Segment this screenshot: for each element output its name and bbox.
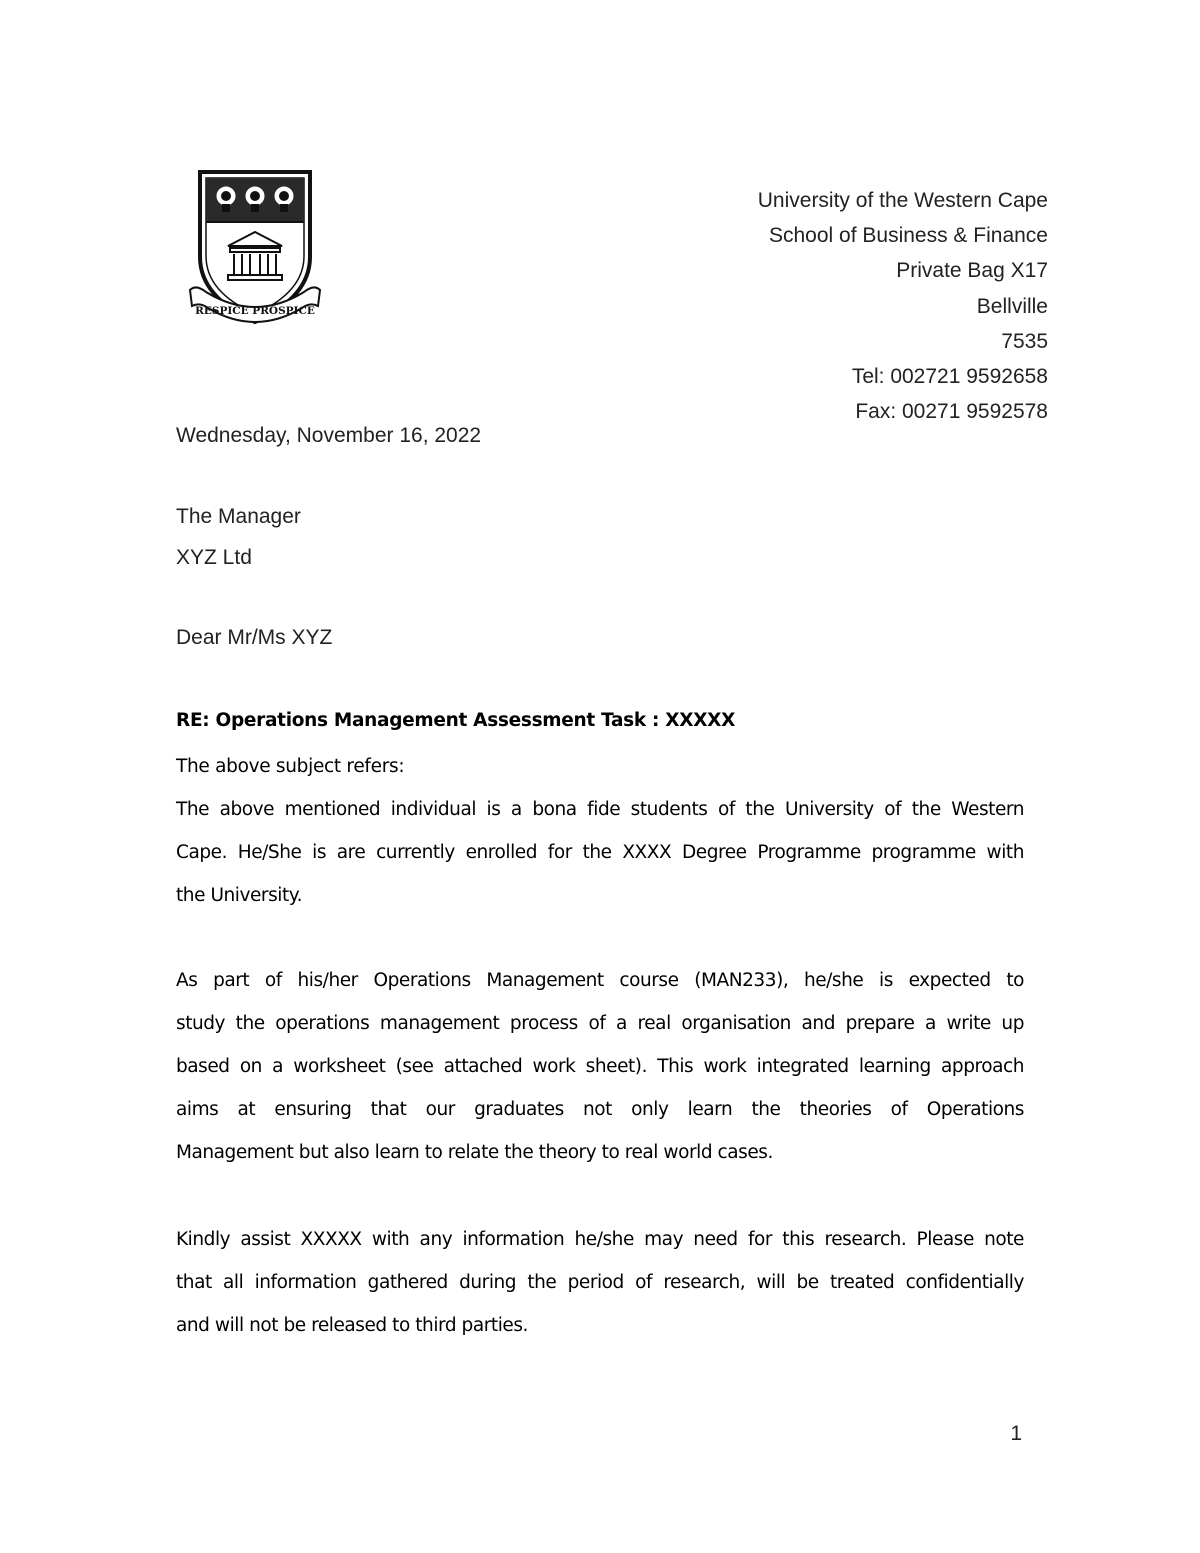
paragraph-line: As part of his/her Operations Management course (MAN233), he/she is expected to <box>176 970 1024 991</box>
page-number: 1 <box>1010 1422 1022 1445</box>
paragraph-1 <box>176 788 1024 917</box>
address-line: 7535 <box>1001 329 1048 353</box>
letter-date: Wednesday, November 16, 2022 <box>176 424 482 447</box>
paragraph-line: Cape. He/She is are currently enrolled for the XXXX Degree Programme programme with <box>176 842 1024 863</box>
address-line: Tel: 002721 9592658 <box>851 364 1048 388</box>
crest-motto-text: RESPICE PROSPICE <box>195 305 315 317</box>
university-crest-logo <box>176 162 331 342</box>
address-line: Private Bag X17 <box>896 259 1048 283</box>
sender-address <box>758 183 1048 429</box>
address-line: School of Business & Finance <box>769 224 1048 248</box>
salutation: Dear Mr/Ms XYZ <box>176 626 333 649</box>
paragraph-line: that all information gathered during the period of research, will be treated confidentially <box>176 1272 1024 1293</box>
address-line: Fax: 00271 9592578 <box>855 400 1048 424</box>
paragraph-line: The above mentioned individual is a bona fide students of the University of the Western <box>176 799 1024 820</box>
address-line: University of the Western Cape <box>757 189 1048 212</box>
paragraph-2 <box>176 959 1024 1174</box>
intro-paragraph <box>176 745 1024 788</box>
address-line: Bellville <box>976 294 1048 318</box>
recipient-title: The Manager <box>176 505 301 528</box>
subject-line: RE: Operations Management Assessment Task : XXXXX <box>176 710 736 731</box>
paragraph-line: study the operations management process of a real organisation and prepare a write up <box>176 1013 1024 1034</box>
paragraph-line: aims at ensuring that our graduates not only learn the theories of Operations <box>176 1099 1024 1120</box>
paragraph-line: the University. <box>176 885 303 906</box>
paragraph-line: based on a worksheet (see attached work sheet). This work integrated learning approach <box>176 1056 1024 1077</box>
paragraph-line: The above subject refers: <box>176 756 405 777</box>
paragraph-line: Kindly assist XXXXX with any information he/she may need for this research. Please note <box>176 1229 1024 1250</box>
paragraph-line: Management but also learn to relate the theory to real world cases. <box>176 1142 773 1163</box>
paragraph-line: and will not be released to third parties. <box>176 1315 528 1336</box>
recipient-company: XYZ Ltd <box>176 546 252 569</box>
paragraph-3 <box>176 1218 1024 1347</box>
